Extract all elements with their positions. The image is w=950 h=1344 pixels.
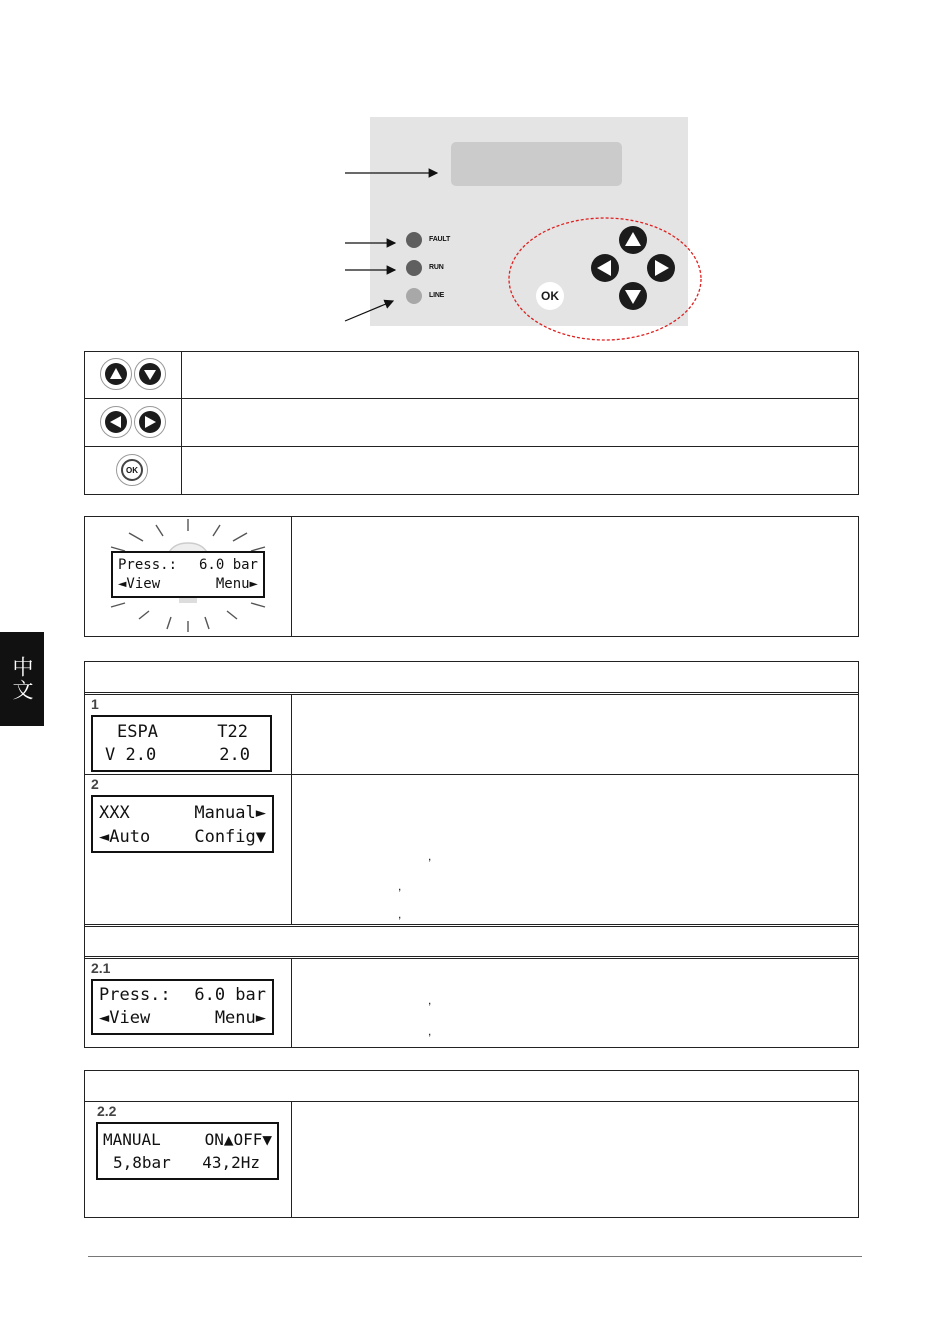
- panel-ok-label: OK: [541, 289, 559, 303]
- menu-row-step2: [85, 774, 858, 924]
- panel-ok-button[interactable]: [536, 282, 564, 310]
- triangle-up-icon: [619, 226, 647, 254]
- step22-lcd: MANUAL ON▲OFF▼ 5,8bar 43,2Hz: [96, 1122, 279, 1180]
- tip-lcd: Press.: 6.0 bar ◄View Menu►: [111, 551, 265, 598]
- menu-table-header: [85, 662, 858, 693]
- triangle-down-icon: [619, 282, 647, 310]
- menu-table: [84, 661, 859, 1048]
- triangle-right-icon: [647, 254, 675, 282]
- manual-table: [84, 1070, 859, 1218]
- step2-lcd: XXX Manual► ◄Auto Config▼: [91, 795, 274, 853]
- text-comma: ,: [398, 879, 402, 893]
- left-right-buttons: [100, 406, 166, 438]
- line-led-label: LINE: [429, 292, 445, 299]
- text-comma: ,: [428, 1024, 432, 1038]
- triangle-left-icon: [591, 254, 619, 282]
- manual-table-header: [85, 1071, 858, 1101]
- fault-led-label: FAULT: [429, 236, 451, 243]
- panel-down-button[interactable]: [619, 282, 647, 310]
- language-tab[interactable]: [0, 632, 44, 726]
- step21-lcd: Press.: 6.0 bar ◄View Menu►: [91, 979, 274, 1035]
- right-button-icon: [134, 406, 166, 438]
- menu-subheader: [85, 924, 858, 956]
- step1-lcd: ESPA T22 V 2.0 2.0: [91, 715, 272, 772]
- text-comma: ,: [428, 993, 432, 1007]
- key-row-ok: [85, 446, 858, 494]
- key-function-table: [84, 351, 859, 495]
- panel-right-button[interactable]: [647, 254, 675, 282]
- panel-left-button[interactable]: [591, 254, 619, 282]
- key-row-left-right: [85, 398, 858, 446]
- step-number: 2.2: [97, 1103, 117, 1119]
- left-button-icon: [100, 406, 132, 438]
- step-number: 2.1: [91, 960, 111, 976]
- menu-row-step1: [85, 692, 858, 774]
- key-row-up-down: [85, 352, 858, 398]
- step-number: 2: [91, 776, 99, 792]
- panel-lcd-display: [451, 142, 622, 186]
- panel-up-button[interactable]: [619, 226, 647, 254]
- run-led-label: RUN: [429, 264, 444, 271]
- menu-row-step21: [85, 956, 858, 1047]
- language-tab-label: 中文: [10, 656, 34, 702]
- ok-button-icon: OK: [116, 454, 148, 486]
- callout-arrows: [340, 160, 450, 330]
- tip-box: [84, 516, 859, 637]
- up-button-icon: [100, 358, 132, 390]
- footer-rule: [88, 1256, 862, 1257]
- down-button-icon: [134, 358, 166, 390]
- up-down-buttons: [100, 358, 166, 390]
- text-comma: ,: [398, 907, 402, 921]
- text-comma: ,: [428, 849, 432, 863]
- step-number: 1: [91, 696, 99, 712]
- manual-row-step22: [85, 1101, 858, 1217]
- ok-button-icon-wrap: [116, 454, 148, 486]
